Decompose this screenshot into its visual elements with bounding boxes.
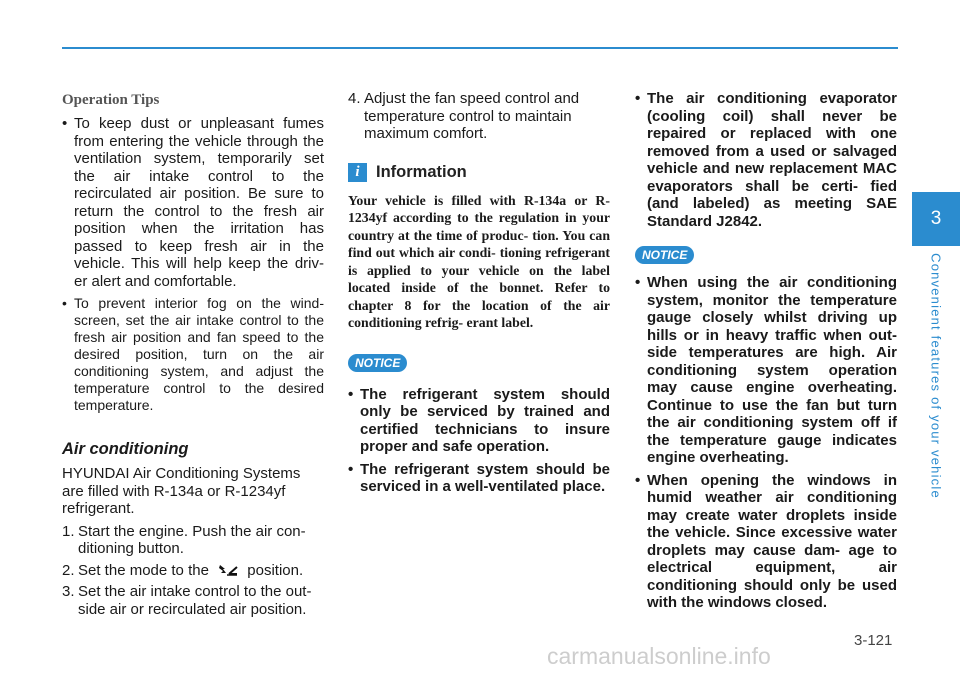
list-item: • The refrigerant system should be serviced in a well-ventilated place. xyxy=(348,461,610,496)
notice-badge: NOTICE xyxy=(635,246,694,264)
column-1 xyxy=(62,90,324,622)
step-text: position. xyxy=(247,561,304,579)
step-item xyxy=(62,523,324,558)
list-item: • When opening the windows in humid weather air conditioning may create water droplets inside the vehicle. Since excessive water droplets may cause dam- age to electrical equipment, air conditioning should only be used with the windows closed. xyxy=(635,472,897,612)
information-title: Information xyxy=(376,162,467,181)
notice-list xyxy=(635,274,897,612)
header-rule xyxy=(62,47,898,49)
step-item xyxy=(348,90,610,143)
list-item: • The refrigerant system should only be serviced by trained and certified technicians to insure proper and safe operation. xyxy=(348,386,610,456)
operation-tips-list xyxy=(62,115,324,414)
ac-steps-list-continued xyxy=(348,90,610,143)
info-icon: i xyxy=(348,163,367,182)
information-header xyxy=(348,163,610,182)
step-number: 4. xyxy=(348,90,361,107)
operation-tips-heading: Operation Tips xyxy=(62,92,160,108)
evaporator-list xyxy=(635,90,897,230)
step-number: 2. xyxy=(62,561,75,579)
notice-badge: NOTICE xyxy=(348,354,407,372)
notice-list xyxy=(348,386,610,496)
step-text: Set the mode to the xyxy=(78,561,209,579)
air-conditioning-heading: Air conditioning xyxy=(62,440,189,458)
page-number: 3-121 xyxy=(854,632,893,649)
list-item: • The air conditioning evaporator (cooling coil) shall never be repaired or replaced with one removed from a used or salvaged vehicle and new replacement MAC evaporators shall be certi- fied (and labeled) as meeting SAE Standard J2842. xyxy=(635,90,897,230)
ac-intro-paragraph: HYUNDAI Air Conditioning Systems are filled with R-134a or R-1234yf refrigerant. xyxy=(62,465,301,517)
watermark: carmanualsonline.info xyxy=(547,643,771,669)
step-text: Set the air intake control to the out- side air or recirculated air position. xyxy=(78,583,312,618)
column-3 xyxy=(635,90,897,617)
step-text: Start the engine. Push the air con- ditioning button. xyxy=(78,522,306,557)
chapter-tab: 3 xyxy=(912,192,960,246)
floor-vent-mode-icon xyxy=(217,563,239,577)
step-item xyxy=(62,562,324,580)
list-item: • When using the air conditioning system, monitor the temperature gauge closely whilst driving up hills or in heavy traffic when out- side temperatures are high. Air conditioning system operation may cause engine overheating. Continue to use the fan but turn the air conditioning system off if the temperature gauge indicates engine overheating. xyxy=(635,274,897,467)
chapter-label: Convenient features of your vehicle xyxy=(928,253,944,499)
list-item: • To keep dust or unpleasant fumes from entering the vehicle through the ventilation system, temporarily set the air intake control to the recirculated air position. Be sure to return the control to the fresh air position when the irritation has passed to keep fresh air in the vehicle. This will help keep the driv- er alert and comfortable. xyxy=(62,115,324,290)
step-text: Adjust the fan speed control and temperature control to maintain maximum comfort. xyxy=(364,90,580,142)
step-number: 1. xyxy=(62,522,75,540)
step-number: 3. xyxy=(62,583,75,600)
column-2 xyxy=(348,90,610,501)
list-item: • To prevent interior fog on the wind- screen, set the air intake control to the fresh air position and fan speed to the desired position, turn on the air conditioning system, and adjust the temperature control to the desired temperature. xyxy=(62,295,324,414)
information-text: Your vehicle is filled with R-134a or R-1234yf according to the regulation in your country at the time of produc- tion. You can find out which air condi- tioning refrigerant is applied to your vehicle on the label located inside of the bonnet. Refer to chapter 8 for the location of the air conditioning refrig- erant label. xyxy=(348,192,610,330)
ac-steps-list xyxy=(62,523,324,619)
step-item xyxy=(62,583,324,618)
